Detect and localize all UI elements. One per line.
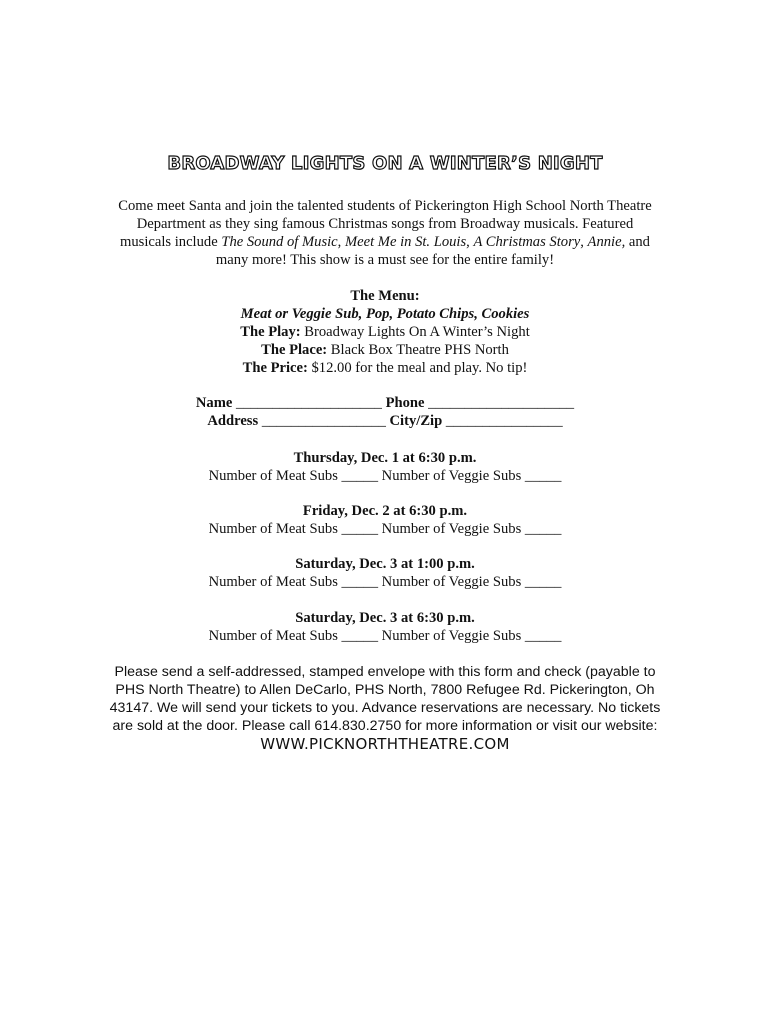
play-value: Broadway Lights On A Winter’s Night	[300, 324, 530, 340]
show-friday	[0, 502, 770, 538]
show-thursday	[0, 449, 770, 485]
instructions-paragraph: Please send a self-addressed, stamped envelope with this form and check (payable to PHS North Theatre) to Allen DeCarlo, PHS North, 7800 Refugee Rd. Pickerington, Oh 43147. We will send your tickets to you. Advance reservations are necessary. No tickets are sold at the door. Please call 614.830.2750 for more information or visit our website:	[109, 664, 661, 734]
place-line	[0, 341, 770, 359]
show-date: Friday, Dec. 2 at 6:30 p.m.	[302, 503, 468, 519]
website-link[interactable]: WWW.PICKNORTHTHEATRE.COM	[260, 735, 510, 753]
address-city-row	[0, 412, 770, 430]
phone-label: Phone	[385, 395, 425, 411]
show-saturday-matinee	[0, 555, 770, 591]
sub-count-fields[interactable]: Number of Meat Subs _____ Number of Veggie Subs _____	[208, 628, 562, 644]
intro-text-end: and many more! This show is a must see for the entire family!	[215, 234, 650, 268]
musical-a-christmas-story: A Christmas Story	[473, 234, 581, 250]
menu-items: Meat or Veggie Sub, Pop, Potato Chips, Cookies	[240, 306, 530, 322]
price-label: The Price:	[242, 360, 308, 376]
contact-form	[0, 394, 770, 430]
intro-text-start: Come meet Santa and join the talented students of Pickerington High School North Theatre Department as they sing famous Christmas songs from Broadway musicals. Featured musicals include	[118, 198, 652, 250]
cityzip-label: City/Zip	[389, 413, 443, 429]
flyer-title: BROADWAY LIGHTS ON A WINTER’S NIGHT	[167, 153, 603, 174]
sub-count-fields[interactable]: Number of Meat Subs _____ Number of Veggie Subs _____	[208, 468, 562, 484]
name-label: Name	[195, 395, 233, 411]
sub-count-fields[interactable]: Number of Meat Subs _____ Number of Veggie Subs _____	[208, 521, 562, 537]
name-phone-row	[0, 394, 770, 412]
menu-heading: The Menu:	[350, 288, 420, 304]
musical-sound-of-music: The Sound of Music	[221, 234, 338, 250]
show-saturday-evening	[0, 609, 770, 645]
musical-meet-me-in-st-louis: Meet Me in St. Louis	[344, 234, 467, 250]
intro-separator: ,	[466, 234, 474, 250]
phone-field[interactable]: ____________________	[424, 395, 575, 411]
address-field[interactable]: _________________	[258, 413, 390, 429]
intro-paragraph	[110, 197, 660, 269]
place-value: Black Box Theatre PHS North	[327, 342, 509, 358]
price-value: $12.00 for the meal and play. No tip!	[307, 360, 528, 376]
show-date: Saturday, Dec. 3 at 6:30 p.m.	[295, 610, 475, 626]
price-line	[0, 359, 770, 377]
play-label: The Play:	[240, 324, 301, 340]
show-date: Saturday, Dec. 3 at 1:00 p.m.	[295, 556, 475, 572]
play-line	[0, 323, 770, 341]
intro-separator: ,	[337, 234, 345, 250]
menu-section	[0, 287, 770, 377]
name-field[interactable]: ____________________	[232, 395, 386, 411]
intro-separator: ,	[580, 234, 588, 250]
show-date: Thursday, Dec. 1 at 6:30 p.m.	[293, 450, 477, 466]
sub-count-fields[interactable]: Number of Meat Subs _____ Number of Veggie Subs _____	[208, 574, 562, 590]
place-label: The Place:	[261, 342, 328, 358]
musical-annie: Annie,	[587, 234, 626, 250]
cityzip-field[interactable]: ________________	[442, 413, 563, 429]
address-label: Address	[207, 413, 259, 429]
